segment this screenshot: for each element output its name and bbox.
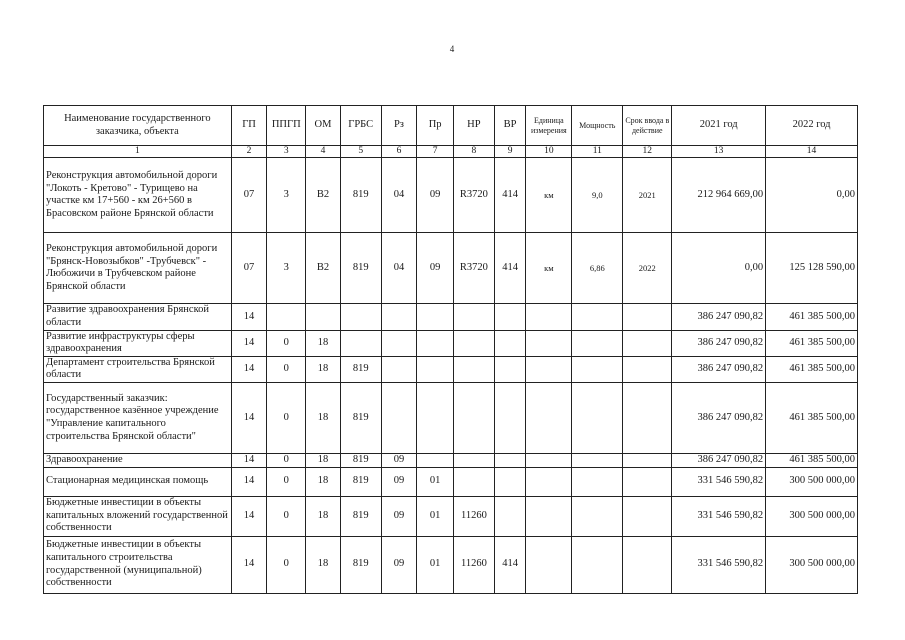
cell-vr: 414 <box>494 536 526 593</box>
cell-pr <box>417 356 454 382</box>
cell-om: 18 <box>306 496 341 536</box>
cell-gp: 14 <box>231 304 267 330</box>
table-row <box>44 233 858 304</box>
header-np: НР <box>454 106 495 146</box>
header-pr: Пр <box>417 106 454 146</box>
cell-ppgp: 0 <box>267 536 306 593</box>
cell-om: 18 <box>306 467 341 496</box>
cell-term <box>623 330 672 356</box>
column-number: 7 <box>417 146 454 158</box>
cell-rz <box>381 304 417 330</box>
cell-np: 11260 <box>454 496 495 536</box>
cell-gp: 14 <box>231 330 267 356</box>
cell-term <box>623 536 672 593</box>
cell-vr <box>494 467 526 496</box>
cell-capacity <box>572 304 623 330</box>
header-term: Срок ввода в действие <box>623 106 672 146</box>
cell-grbs: 819 <box>340 158 381 233</box>
cell-vr: 414 <box>494 158 526 233</box>
header-unit: Единица измерения <box>526 106 572 146</box>
cell-np <box>454 467 495 496</box>
cell-2022: 461 385 500,00 <box>766 304 858 330</box>
cell-2022: 461 385 500,00 <box>766 356 858 382</box>
cell-capacity: 6,86 <box>572 233 623 304</box>
header-name: Наименование государственного заказчика, объекта <box>44 106 232 146</box>
cell-capacity: 9,0 <box>572 158 623 233</box>
cell-2022: 300 500 000,00 <box>766 496 858 536</box>
cell-rz <box>381 330 417 356</box>
cell-grbs <box>340 330 381 356</box>
cell-term: 2022 <box>623 233 672 304</box>
cell-term <box>623 496 672 536</box>
cell-name: Бюджетные инвестиции в объекты капитального строительства государственной (муниципальной) собственности <box>44 536 232 593</box>
cell-ppgp <box>267 304 306 330</box>
cell-gp: 14 <box>231 453 267 467</box>
cell-grbs <box>340 304 381 330</box>
cell-gp: 14 <box>231 536 267 593</box>
cell-rz: 09 <box>381 536 417 593</box>
cell-2021: 386 247 090,82 <box>672 453 766 467</box>
cell-2022: 461 385 500,00 <box>766 330 858 356</box>
cell-pr <box>417 453 454 467</box>
cell-gp: 14 <box>231 356 267 382</box>
column-number: 1 <box>44 146 232 158</box>
budget-table <box>43 105 858 594</box>
header-om: ОМ <box>306 106 341 146</box>
cell-pr <box>417 304 454 330</box>
header-2021: 2021 год <box>672 106 766 146</box>
cell-ppgp: 3 <box>267 158 306 233</box>
cell-np: R3720 <box>454 158 495 233</box>
column-number: 5 <box>340 146 381 158</box>
column-number: 8 <box>454 146 495 158</box>
cell-np <box>454 330 495 356</box>
table-row <box>44 356 858 382</box>
cell-grbs: 819 <box>340 453 381 467</box>
cell-name: Реконструкция автомобильной дороги "Брянск-Новозыбков" -Трубчевск" - Любожичи в Трубчевском районе Брянской области <box>44 233 232 304</box>
cell-2021: 331 546 590,82 <box>672 536 766 593</box>
cell-om: 18 <box>306 356 341 382</box>
cell-ppgp: 0 <box>267 453 306 467</box>
table-row <box>44 496 858 536</box>
header-2022: 2022 год <box>766 106 858 146</box>
cell-gp: 14 <box>231 467 267 496</box>
cell-rz: 09 <box>381 496 417 536</box>
cell-2022: 300 500 000,00 <box>766 467 858 496</box>
cell-ppgp: 0 <box>267 382 306 453</box>
cell-pr <box>417 330 454 356</box>
cell-2021: 386 247 090,82 <box>672 382 766 453</box>
cell-2022: 300 500 000,00 <box>766 536 858 593</box>
cell-term <box>623 304 672 330</box>
cell-term <box>623 382 672 453</box>
cell-capacity <box>572 467 623 496</box>
cell-2021: 386 247 090,82 <box>672 304 766 330</box>
cell-ppgp: 3 <box>267 233 306 304</box>
cell-pr: 09 <box>417 158 454 233</box>
column-number: 6 <box>381 146 417 158</box>
cell-ppgp: 0 <box>267 356 306 382</box>
cell-pr: 09 <box>417 233 454 304</box>
cell-2022: 0,00 <box>766 158 858 233</box>
cell-name: Развитие инфраструктуры сферы здравоохранения <box>44 330 232 356</box>
cell-om: В2 <box>306 158 341 233</box>
column-number: 2 <box>231 146 267 158</box>
cell-gp: 14 <box>231 382 267 453</box>
cell-unit <box>526 356 572 382</box>
cell-om <box>306 304 341 330</box>
cell-om: В2 <box>306 233 341 304</box>
cell-rz <box>381 356 417 382</box>
cell-grbs: 819 <box>340 496 381 536</box>
cell-om: 18 <box>306 330 341 356</box>
header-capacity: Мощность <box>572 106 623 146</box>
column-number: 3 <box>267 146 306 158</box>
cell-2022: 461 385 500,00 <box>766 453 858 467</box>
cell-om: 18 <box>306 382 341 453</box>
cell-np <box>454 356 495 382</box>
column-number: 9 <box>494 146 526 158</box>
cell-name: Государственный заказчик: государственное казённое учреждение "Управление капитального строительства Брянской области" <box>44 382 232 453</box>
cell-2021: 386 247 090,82 <box>672 330 766 356</box>
cell-name: Реконструкция автомобильной дороги "Локоть - Кретово" - Турищево на участке км 17+560 - км 26+560 в Брасовском районе Брянской области <box>44 158 232 233</box>
table-row <box>44 330 858 356</box>
cell-name: Бюджетные инвестиции в объекты капитальных вложений государственной собственности <box>44 496 232 536</box>
header-vr: ВР <box>494 106 526 146</box>
cell-unit <box>526 330 572 356</box>
cell-om: 18 <box>306 536 341 593</box>
cell-grbs: 819 <box>340 382 381 453</box>
cell-unit <box>526 453 572 467</box>
cell-rz: 09 <box>381 467 417 496</box>
cell-np <box>454 453 495 467</box>
cell-unit <box>526 382 572 453</box>
column-number: 13 <box>672 146 766 158</box>
cell-vr <box>494 330 526 356</box>
cell-pr <box>417 382 454 453</box>
cell-2021: 386 247 090,82 <box>672 356 766 382</box>
cell-capacity <box>572 453 623 467</box>
cell-2021: 0,00 <box>672 233 766 304</box>
cell-2021: 331 546 590,82 <box>672 496 766 536</box>
cell-2022: 125 128 590,00 <box>766 233 858 304</box>
cell-unit: км <box>526 233 572 304</box>
cell-vr <box>494 304 526 330</box>
table-row <box>44 453 858 467</box>
header-grbs: ГРБС <box>340 106 381 146</box>
cell-np <box>454 382 495 453</box>
cell-grbs: 819 <box>340 467 381 496</box>
column-number-row <box>44 146 858 158</box>
cell-ppgp: 0 <box>267 496 306 536</box>
cell-ppgp: 0 <box>267 330 306 356</box>
cell-name: Здравоохранение <box>44 453 232 467</box>
cell-vr <box>494 382 526 453</box>
column-number: 14 <box>766 146 858 158</box>
column-number: 10 <box>526 146 572 158</box>
cell-unit <box>526 496 572 536</box>
column-number: 11 <box>572 146 623 158</box>
cell-unit <box>526 304 572 330</box>
cell-name: Стационарная медицинская помощь <box>44 467 232 496</box>
cell-np: 11260 <box>454 536 495 593</box>
header-ppgp: ППГП <box>267 106 306 146</box>
cell-2021: 212 964 669,00 <box>672 158 766 233</box>
cell-capacity <box>572 330 623 356</box>
cell-capacity <box>572 536 623 593</box>
cell-pr: 01 <box>417 467 454 496</box>
cell-ppgp: 0 <box>267 467 306 496</box>
cell-np <box>454 304 495 330</box>
cell-vr <box>494 453 526 467</box>
cell-vr <box>494 356 526 382</box>
table-row <box>44 304 858 330</box>
cell-2022: 461 385 500,00 <box>766 382 858 453</box>
cell-2021: 331 546 590,82 <box>672 467 766 496</box>
cell-name: Развитие здравоохранения Брянской области <box>44 304 232 330</box>
header-gp: ГП <box>231 106 267 146</box>
cell-unit: км <box>526 158 572 233</box>
cell-gp: 07 <box>231 158 267 233</box>
cell-capacity <box>572 382 623 453</box>
column-number: 4 <box>306 146 341 158</box>
table-row <box>44 382 858 453</box>
header-row <box>44 106 858 146</box>
cell-name: Департамент строительства Брянской области <box>44 356 232 382</box>
cell-np: R3720 <box>454 233 495 304</box>
cell-gp: 07 <box>231 233 267 304</box>
cell-term <box>623 453 672 467</box>
cell-gp: 14 <box>231 496 267 536</box>
cell-capacity <box>572 496 623 536</box>
table-row <box>44 467 858 496</box>
column-number: 12 <box>623 146 672 158</box>
cell-grbs: 819 <box>340 233 381 304</box>
cell-om: 18 <box>306 453 341 467</box>
table-row <box>44 158 858 233</box>
header-rz: Рз <box>381 106 417 146</box>
cell-vr <box>494 496 526 536</box>
cell-pr: 01 <box>417 496 454 536</box>
cell-unit <box>526 467 572 496</box>
cell-vr: 414 <box>494 233 526 304</box>
cell-capacity <box>572 356 623 382</box>
cell-grbs: 819 <box>340 356 381 382</box>
cell-rz: 04 <box>381 233 417 304</box>
cell-unit <box>526 536 572 593</box>
cell-rz: 09 <box>381 453 417 467</box>
cell-grbs: 819 <box>340 536 381 593</box>
cell-term <box>623 467 672 496</box>
cell-term <box>623 356 672 382</box>
table-row <box>44 536 858 593</box>
cell-rz: 04 <box>381 158 417 233</box>
cell-term: 2021 <box>623 158 672 233</box>
page-number: 4 <box>449 44 455 54</box>
cell-rz <box>381 382 417 453</box>
cell-pr: 01 <box>417 536 454 593</box>
